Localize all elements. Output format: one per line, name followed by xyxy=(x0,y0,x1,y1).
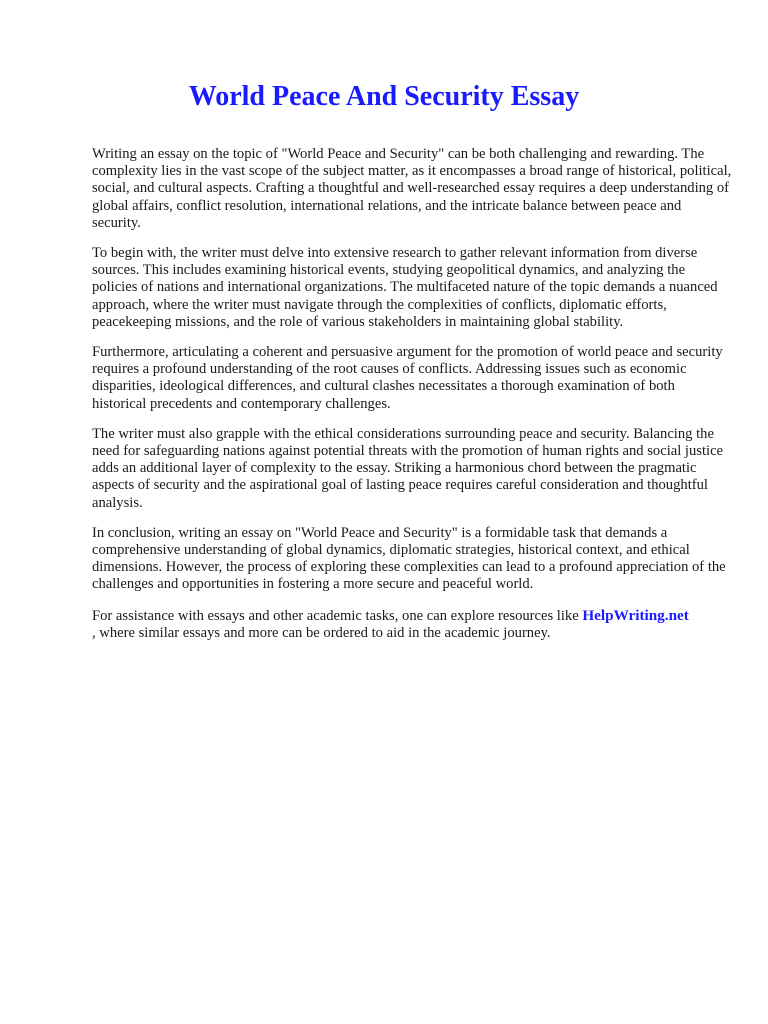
page-title: World Peace And Security Essay xyxy=(188,81,580,112)
essay-body xyxy=(92,146,732,655)
closing-paragraph xyxy=(92,607,732,642)
closing-text-before: For assistance with essays and other academic tasks, one can explore resources like xyxy=(92,607,583,624)
closing-text-after: , where similar essays and more can be ordered to aid in the academic journey. xyxy=(92,624,551,641)
helpwriting-link[interactable]: HelpWriting.net xyxy=(582,606,689,624)
paragraph-4: The writer must also grapple with the ethical considerations surrounding peace and security. Balancing the need for safeguarding nations against potential threats with the promotion of human rights and social justice adds an additional layer of complexity to the essay. Striking a harmonious chord between the pragmatic aspects of security and the aspirational goal of lasting peace requires careful consideration and thoughtful analysis. xyxy=(92,425,724,511)
paragraph-3: Furthermore, articulating a coherent and persuasive argument for the promotion of world peace and security requires a profound understanding of the root causes of conflicts. Addressing issues such as economic disparities, ideological differences, and cultural clashes necessitates a thorough examination of both historical precedents and contemporary challenges. xyxy=(92,344,723,412)
paragraph-2: To begin with, the writer must delve into extensive research to gather relevant information from diverse sources. This includes examining historical events, studying geopolitical dynamics, and analyzing the policies of nations and international organizations. The multifaceted nature of the topic demands a nuanced approach, where the writer must navigate through the complexities of conflicts, diplomatic efforts, peacekeeping missions, and the role of various stakeholders in maintaining global stability. xyxy=(92,245,718,330)
paragraph-5: In conclusion, writing an essay on "World Peace and Security" is a formidable task that demands a comprehensive understanding of global dynamics, diplomatic strategies, historical context, and ethical dimensions. However, the process of exploring these complexities can lead to a profound appreciation of the challenges and opportunities in fostering a more secure and peaceful world. xyxy=(92,524,726,593)
paragraph-1: Writing an essay on the topic of "World Peace and Security" can be both challenging and rewarding. The complexity lies in the vast scope of the subject matter, as it encompasses a broad range of historical, political, social, and cultural aspects. Crafting a thoughtful and well-researched essay requires a deep understanding of global affairs, conflict resolution, international relations, and the intricate balance between peace and security. xyxy=(92,146,732,231)
